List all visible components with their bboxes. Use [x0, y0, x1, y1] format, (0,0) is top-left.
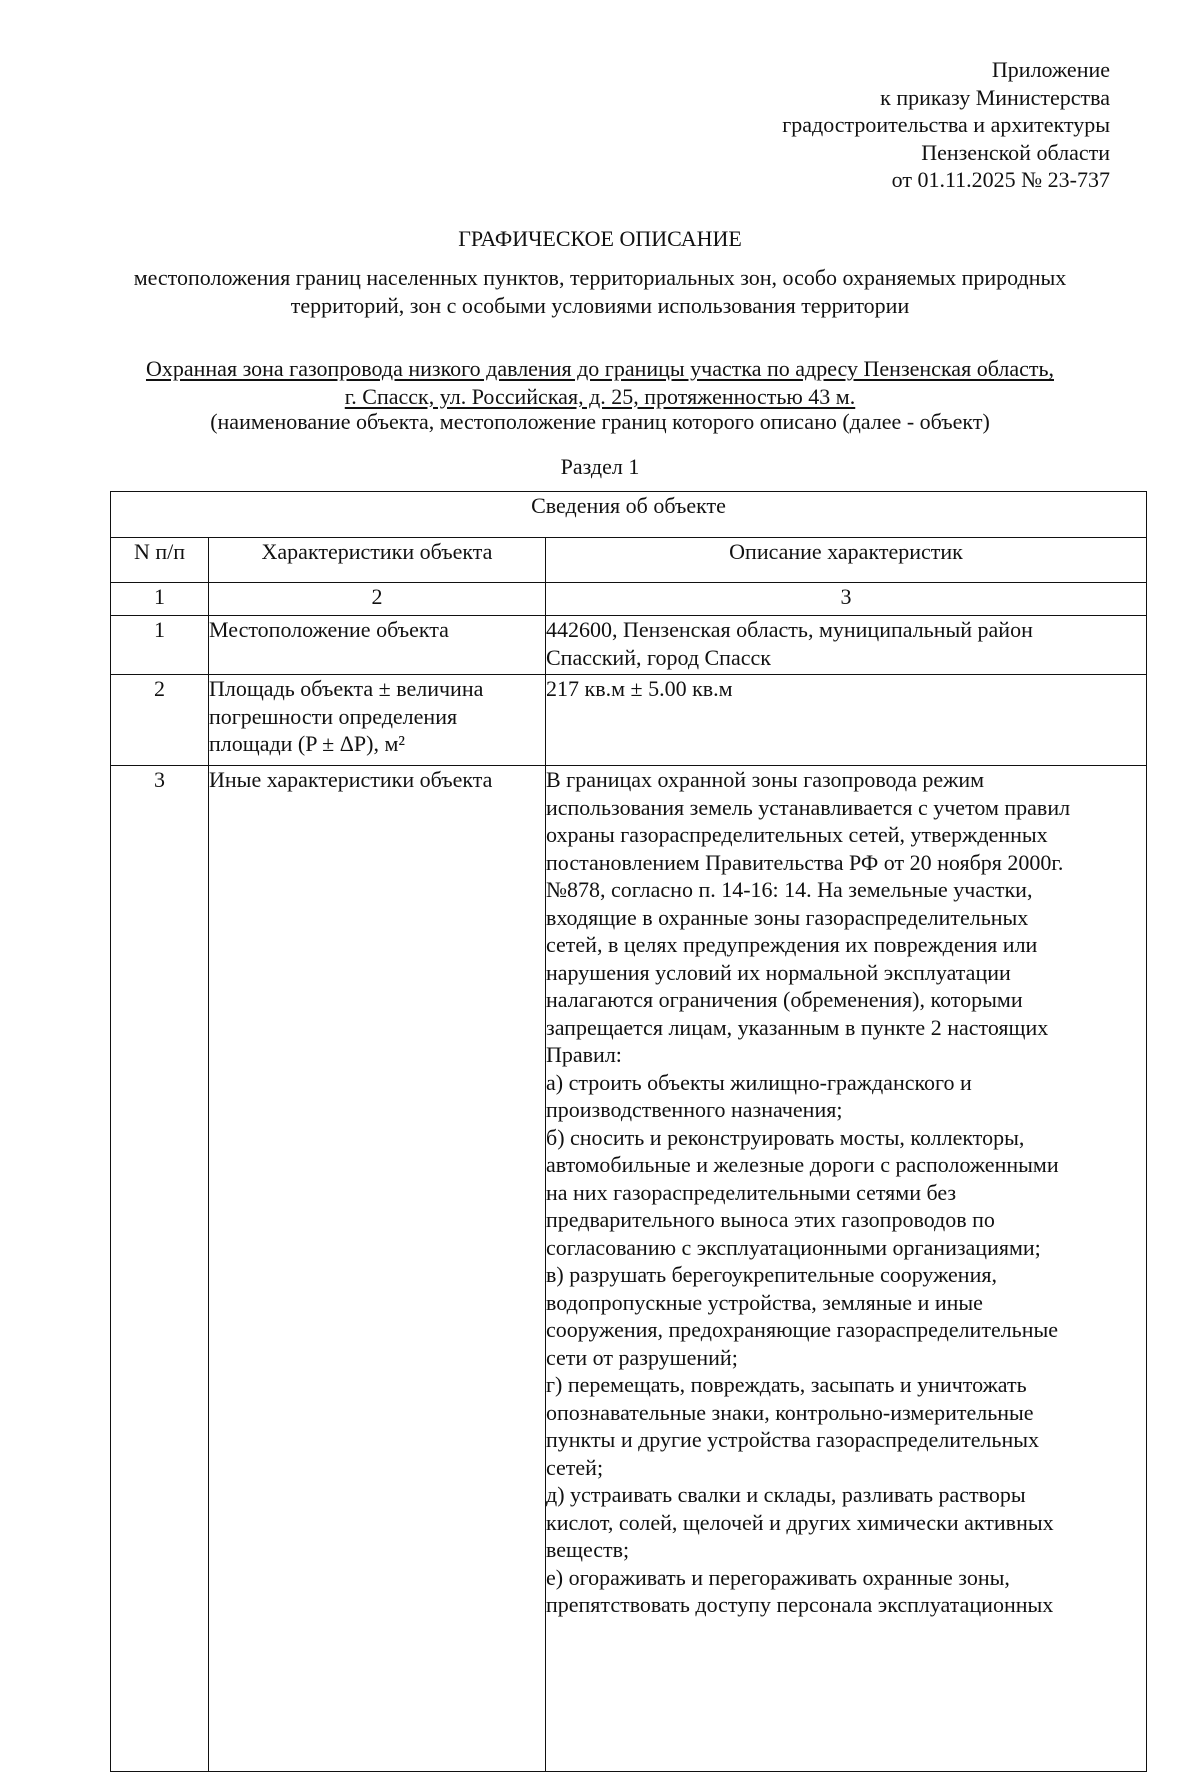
appendix-header: [782, 56, 1110, 194]
description-line: сетей, в целях предупреждения их повреждения или: [546, 932, 1038, 957]
column-header: Характеристики объекта: [209, 538, 546, 583]
characteristic-line: погрешности определения: [209, 703, 458, 729]
description-line: б) сносить и реконструировать мосты, коллекторы,: [546, 1124, 1025, 1150]
row-characteristic: [209, 675, 546, 766]
description-line: охраны газораспределительных сетей, утвержденных: [546, 822, 1048, 847]
column-number: 2: [209, 583, 546, 616]
description-line: постановлением Правительства РФ от 20 ноября 2000г.: [546, 849, 1064, 875]
appendix-line: градостроительства и архитектуры: [782, 112, 1110, 137]
subtitle-line: территорий, зон с особыми условиями использования территории: [290, 292, 910, 318]
description-line: в) разрушать берегоукрепительные сооружения,: [546, 1262, 997, 1287]
description-line: г) перемещать, повреждать, засыпать и уничтожать: [546, 1372, 1027, 1397]
appendix-order-date-number: от 01.11.2025 № 23-737: [891, 167, 1110, 192]
appendix-line: Пензенской области: [921, 139, 1110, 165]
table-caption-row: [111, 492, 1147, 538]
table-header-row: [111, 538, 1147, 583]
description-line: согласованию с эксплуатационными организациями;: [546, 1234, 1041, 1260]
description-line: предварительного выноса этих газопроводов по: [546, 1207, 995, 1232]
column-number: 3: [546, 583, 1147, 616]
row-number: 3: [111, 766, 209, 1772]
description-line: нарушения условий их нормальной эксплуатации: [546, 959, 1011, 985]
row-number: 1: [111, 616, 209, 675]
row-characteristic: Иные характеристики объекта: [209, 766, 546, 1772]
column-number: 1: [111, 583, 209, 616]
description-line: Спасский, город Спасск: [546, 644, 771, 670]
subtitle-line: местоположения границ населенных пунктов, территориальных зон, особо охраняемых природных: [133, 265, 1067, 290]
description-line: В границах охранной зоны газопровода режим: [546, 767, 985, 792]
description-line: запрещается лицам, указанным в пункте 2 настоящих: [546, 1014, 1049, 1040]
characteristic-line: Площадь объекта ± величина: [209, 676, 484, 701]
description-line: а) строить объекты жилищно-гражданского и: [546, 1069, 972, 1095]
column-header: N п/п: [111, 538, 209, 583]
characteristic-line: площади (P ± ΔP), м²: [209, 731, 405, 756]
row-description: [546, 616, 1147, 675]
column-header: Описание характеристик: [546, 538, 1147, 583]
object-info-table: [110, 491, 1147, 1772]
row-characteristic: Местоположение объекта: [209, 616, 546, 675]
description-line: использования земель устанавливается с учетом правил: [546, 794, 1071, 820]
description-line: 442600, Пензенская область, муниципальный район: [546, 617, 1033, 642]
description-line: входящие в охранные зоны газораспределительных: [546, 904, 1029, 930]
column-number-row: [111, 583, 1147, 616]
description-line: №878, согласно п. 14-16: 14. На земельные участки,: [546, 877, 1033, 902]
description-line: е) огораживать и перегораживать охранные зоны,: [546, 1564, 1010, 1590]
description-line: водопропускные устройства, земляные и иные: [546, 1289, 983, 1315]
description-line: сети от разрушений;: [546, 1344, 738, 1370]
appendix-line: к приказу Министерства: [880, 84, 1110, 110]
object-name-caption: (наименование объекта, местоположение границ которого описано (далее - объект): [210, 409, 990, 434]
description-line: д) устраивать свалки и склады, разливать растворы: [546, 1482, 1026, 1507]
row-description: [546, 675, 1147, 766]
document-subtitle: [0, 264, 1200, 319]
object-name: [0, 355, 1200, 410]
description-line: веществ;: [546, 1537, 630, 1562]
table-caption: Сведения об объекте: [111, 492, 1147, 538]
description-line: производственного назначения;: [546, 1097, 843, 1122]
section-label: Раздел 1: [560, 454, 640, 479]
object-name-line: г. Спасск, ул. Российская, д. 25, протяженностью 43 м.: [344, 383, 856, 409]
description-line: пункты и другие устройства газораспределительных: [546, 1427, 1040, 1452]
table-row: [111, 766, 1147, 1772]
appendix-line: Приложение: [991, 57, 1110, 82]
description-line: опознавательные знаки, контрольно-измерительные: [546, 1399, 1034, 1425]
description-line: препятствовать доступу персонала эксплуатационных: [546, 1592, 1054, 1617]
table-row: [111, 675, 1147, 766]
row-number: 2: [111, 675, 209, 766]
description-line: 217 кв.м ± 5.00 кв.м: [546, 676, 733, 701]
table-row: [111, 616, 1147, 675]
description-line: автомобильные и железные дороги с расположенными: [546, 1152, 1059, 1177]
document-title: ГРАФИЧЕСКОЕ ОПИСАНИЕ: [458, 226, 742, 251]
description-line: налагаются ограничения (обременения), которыми: [546, 987, 1023, 1012]
description-line: на них газораспределительными сетями без: [546, 1179, 957, 1205]
row-description: [546, 766, 1147, 1772]
description-line: кислот, солей, щелочей и других химически активных: [546, 1509, 1054, 1535]
description-line: Правил:: [546, 1042, 622, 1067]
object-name-line: Охранная зона газопровода низкого давления до границы участка по адресу Пензенская область,: [145, 356, 1054, 381]
description-line: сетей;: [546, 1454, 604, 1480]
description-line: сооружения, предохраняющие газораспределительные: [546, 1317, 1059, 1342]
